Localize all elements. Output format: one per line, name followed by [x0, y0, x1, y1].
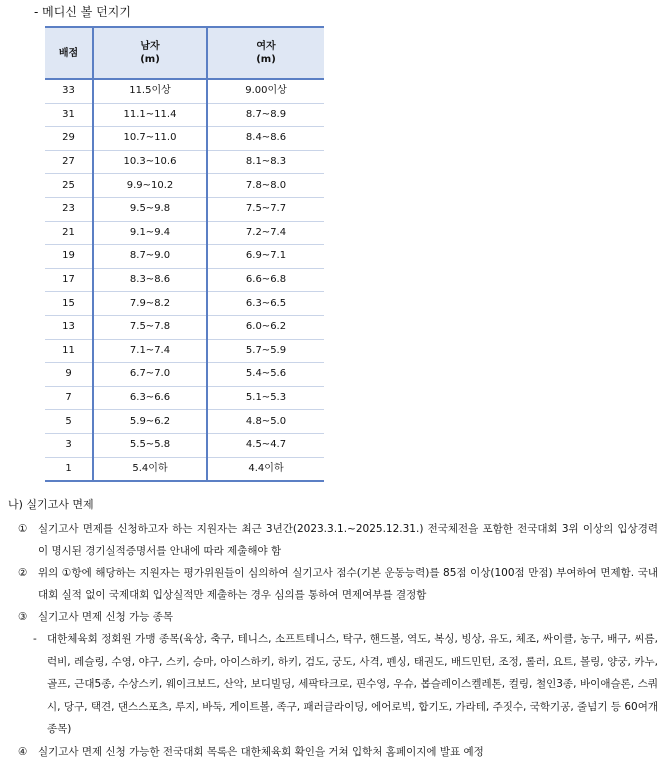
- female-cell: 4.4이하: [207, 457, 324, 481]
- female-cell: 8.4~8.6: [207, 127, 324, 151]
- table-header-row: [45, 27, 324, 79]
- table-row: [45, 174, 324, 198]
- male-cell: 6.7~7.0: [93, 363, 207, 387]
- list-item: ③ 실기고사 면제 신청 가능 종목: [8, 606, 658, 628]
- table-row: [45, 197, 324, 221]
- male-cell: 5.4이하: [93, 457, 207, 481]
- list-item: ④ 실기고사 면제 신청 가능한 전국대회 목록은 대한체육회 확인을 거쳐 입학처 홈페이지에 발표 예정: [8, 741, 658, 763]
- score-cell: 1: [45, 457, 93, 481]
- table-row: [45, 363, 324, 387]
- male-cell: 8.3~8.6: [93, 268, 207, 292]
- list-item: ① 실기고사 면제를 신청하고자 하는 지원자는 최근 3년간(2023.3.1.~2025.12.31.) 전국체전을 포함한 전국대회 3위 이상의 입상경력이 명시된 경기실적증명서를 안내에 따라 제출해야 함: [8, 518, 658, 562]
- score-cell: 23: [45, 197, 93, 221]
- list-item: ② 위의 ①항에 해당하는 지원자는 평가위원들이 심의하여 실기고사 점수(기본 운동능력)를 85점 이상(100점 만점) 부여하여 면제함. 국내대회 실적 없이 국제대회 입상실적만 제출하는 경우 심의를 통하여 면제여부를 결정함: [8, 562, 658, 606]
- score-cell: 9: [45, 363, 93, 387]
- item-text: 위의 ①항에 해당하는 지원자는 평가위원들이 심의하여 실기고사 점수(기본 운동능력)를 85점 이상(100점 만점) 부여하여 면제함. 국내대회 실적 없이 국제대회 입상실적만 제출하는 경우 심의를 통하여 면제여부를 결정함: [38, 567, 658, 601]
- header-label: 여자: [256, 41, 276, 52]
- section-title: 나) 실기고사 면제: [8, 498, 94, 511]
- table-row: [45, 410, 324, 434]
- score-cell: 17: [45, 268, 93, 292]
- female-cell: 7.5~7.7: [207, 197, 324, 221]
- female-cell: 7.8~8.0: [207, 174, 324, 198]
- score-cell: 21: [45, 221, 93, 245]
- table-row: [45, 103, 324, 127]
- score-cell: 5: [45, 410, 93, 434]
- sport-list: - 대한체육회 정회원 가맹 종목(육상, 축구, 테니스, 소프트테니스, 탁구, 핸드볼, 역도, 복싱, 빙상, 유도, 체조, 싸이클, 농구, 배구, 씨름, 럭비, 레슬링, 수영, 야구, 스키, 승마, 아이스하키, 하키, 검도, 궁도, 사격, 펜싱, 태권도, 배드민턴, 조정, 롤러, 요트, 볼링, 양궁, 카누, 골프, 근대5종, 수상스키, 웨이크보드, 산악, 보디빌딩, 세팍타크로, 핀수영, 우슈, 봅슬레이스켈레톤, 컬링, 철인3종, 바이애슬론, 스쿼시, 당구, 택견, 댄스스포츠, 루지, 바둑, 게이트볼, 족구, 패러글라이딩, 에어로빅, 합기도, 가라테, 주짓수, 국학기공, 줄넘기 등 60여개 종목): [8, 628, 658, 741]
- score-cell: 13: [45, 315, 93, 339]
- table-row: [45, 245, 324, 269]
- section-heading: - 메디신 볼 던지기: [34, 5, 131, 19]
- male-cell: 11.5이상: [93, 79, 207, 103]
- male-cell: 6.3~6.6: [93, 386, 207, 410]
- score-cell: 25: [45, 174, 93, 198]
- sport-list-text: 대한체육회 정회원 가맹 종목(육상, 축구, 테니스, 소프트테니스, 탁구, 핸드볼, 역도, 복싱, 빙상, 유도, 체조, 싸이클, 농구, 배구, 씨름, 럭비, 레슬링, 수영, 야구, 스키, 승마, 아이스하키, 하키, 검도, 궁도, 사격, 펜싱, 태권도, 배드민턴, 조정, 롤러, 요트, 볼링, 양궁, 카누, 골프, 근대5종, 수상스키, 웨이크보드, 산악, 보디빌딩, 세팍타크로, 핀수영, 우슈, 봅슬레이스켈레톤, 컬링, 철인3종, 바이애슬론, 스쿼시, 당구, 택견, 댄스스포츠, 루지, 바둑, 게이트볼, 족구, 패러글라이딩, 에어로빅, 합기도, 가라테, 주짓수, 국학기공, 줄넘기 등 60여개 종목): [47, 633, 658, 735]
- item-text: 실기고사 면제 신청 가능한 전국대회 목록은 대한체육회 확인을 거쳐 입학처 홈페이지에 발표 예정: [38, 745, 484, 758]
- table-row: [45, 315, 324, 339]
- score-cell: 3: [45, 433, 93, 457]
- score-table: [45, 26, 324, 482]
- item-text: 실기고사 면제를 신청하고자 하는 지원자는 최근 3년간(2023.3.1.~2025.12.31.) 전국체전을 포함한 전국대회 3위 이상의 입상경력이 명시된 경기실적증명서를 안내에 따라 제출해야 함: [38, 523, 658, 557]
- header-male: [93, 27, 207, 79]
- male-cell: 9.9~10.2: [93, 174, 207, 198]
- table-row: [45, 386, 324, 410]
- table-row: [45, 457, 324, 481]
- score-cell: 7: [45, 386, 93, 410]
- female-cell: 5.7~5.9: [207, 339, 324, 363]
- item-text: 실기고사 면제 신청 가능 종목: [38, 611, 174, 623]
- header-score: 배점: [45, 27, 93, 79]
- table-row: [45, 268, 324, 292]
- table-row: [45, 339, 324, 363]
- score-cell: 31: [45, 103, 93, 127]
- female-cell: 8.1~8.3: [207, 150, 324, 174]
- exemption-section: [8, 496, 658, 763]
- male-cell: 8.7~9.0: [93, 245, 207, 269]
- female-cell: 6.9~7.1: [207, 245, 324, 269]
- male-cell: 7.1~7.4: [93, 339, 207, 363]
- table-row: [45, 433, 324, 457]
- male-cell: 10.3~10.6: [93, 150, 207, 174]
- male-cell: 5.9~6.2: [93, 410, 207, 434]
- female-cell: 6.3~6.5: [207, 292, 324, 316]
- female-cell: 5.1~5.3: [207, 386, 324, 410]
- male-cell: 9.1~9.4: [93, 221, 207, 245]
- header-unit: (m): [256, 54, 276, 65]
- table-row: [45, 150, 324, 174]
- male-cell: 7.5~7.8: [93, 315, 207, 339]
- male-cell: 5.5~5.8: [93, 433, 207, 457]
- table-row: [45, 79, 324, 103]
- header-unit: (m): [140, 54, 160, 65]
- header-female: [207, 27, 324, 79]
- female-cell: 5.4~5.6: [207, 363, 324, 387]
- score-cell: 11: [45, 339, 93, 363]
- male-cell: 9.5~9.8: [93, 197, 207, 221]
- score-cell: 29: [45, 127, 93, 151]
- female-cell: 8.7~8.9: [207, 103, 324, 127]
- score-cell: 19: [45, 245, 93, 269]
- score-cell: 33: [45, 79, 93, 103]
- female-cell: 9.00이상: [207, 79, 324, 103]
- male-cell: 10.7~11.0: [93, 127, 207, 151]
- score-cell: 27: [45, 150, 93, 174]
- female-cell: 6.0~6.2: [207, 315, 324, 339]
- table-row: [45, 221, 324, 245]
- female-cell: 7.2~7.4: [207, 221, 324, 245]
- table-row: [45, 292, 324, 316]
- score-cell: 15: [45, 292, 93, 316]
- female-cell: 6.6~6.8: [207, 268, 324, 292]
- female-cell: 4.5~4.7: [207, 433, 324, 457]
- male-cell: 11.1~11.4: [93, 103, 207, 127]
- male-cell: 7.9~8.2: [93, 292, 207, 316]
- female-cell: 4.8~5.0: [207, 410, 324, 434]
- table-row: [45, 127, 324, 151]
- header-label: 남자: [140, 41, 160, 52]
